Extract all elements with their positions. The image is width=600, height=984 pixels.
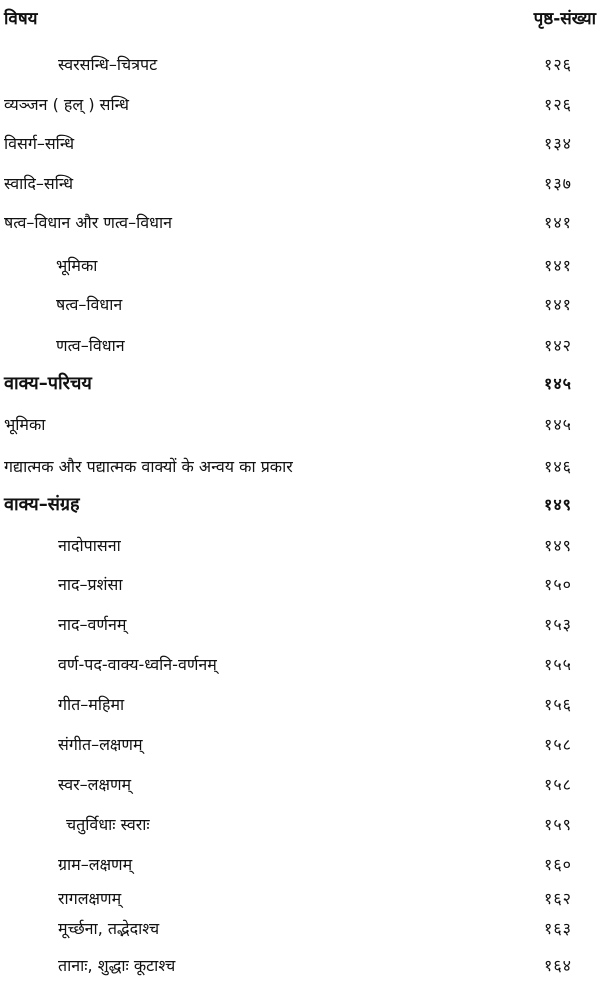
toc-entry: [0, 884, 600, 914]
entry-title: तानाः, शुद्धाः कूटाश्च: [58, 956, 176, 975]
entry-title: नाद–प्रशंसा: [58, 575, 123, 594]
toc-entry: [0, 531, 600, 561]
toc-entry: [0, 169, 600, 199]
entry-page-number: १४२: [544, 336, 572, 355]
toc-entry: [0, 914, 600, 944]
entry-page-number: १६४: [544, 956, 572, 975]
entry-title: षत्व–विधान और णत्व–विधान: [4, 213, 172, 232]
toc-header: [0, 4, 600, 34]
entry-page-number: १५०: [544, 575, 572, 594]
section-title: वाक्य–संग्रह: [4, 494, 80, 515]
entry-page-number: १५३: [544, 615, 572, 634]
entry-page-number: १४५: [544, 415, 572, 434]
entry-page-number: १४६: [544, 457, 572, 476]
entry-title: भूमिका: [4, 415, 46, 434]
entry-title: ग्राम–लक्षणम्: [58, 855, 133, 874]
entry-title: नाद–वर्णनम्: [58, 615, 127, 634]
entry-page-number: १२६: [544, 95, 572, 114]
toc-entry: [0, 410, 600, 440]
entry-title: भूमिका: [56, 256, 98, 275]
section-title: वाक्य–परिचय: [4, 373, 92, 394]
page-number-column-heading: पृष्ठ-संख्या: [533, 9, 596, 29]
entry-page-number: १४९: [544, 536, 572, 555]
entry-title: वर्ण-पद-वाक्य-ध्वनि-वर्णनम्: [58, 655, 217, 674]
toc-entry: [0, 251, 600, 281]
toc-entry: [0, 452, 600, 482]
toc-entry: [0, 770, 600, 800]
toc-entry: [0, 951, 600, 981]
entry-page-number: १५८: [544, 775, 572, 794]
entry-title: नादोपासना: [58, 536, 121, 555]
toc-entry: [0, 850, 600, 880]
entry-title: व्यञ्जन ( हल् ) सन्धि: [4, 95, 129, 114]
entry-page-number: १५८: [544, 735, 572, 754]
entry-title: चतुर्विधाः स्वराः: [66, 815, 150, 834]
entry-page-number: १५५: [544, 655, 572, 674]
toc-entry: [0, 331, 600, 361]
toc-entry: [0, 290, 600, 320]
toc-section-entry: [0, 490, 600, 520]
entry-page-number: १५९: [544, 815, 572, 834]
toc-entry: [0, 129, 600, 159]
toc-entry: [0, 570, 600, 600]
toc-entry: [0, 810, 600, 840]
entry-page-number: १४१: [544, 213, 572, 232]
entry-page-number: १६०: [544, 855, 572, 874]
toc-entry: [0, 50, 600, 80]
entry-page-number: १४५: [544, 374, 572, 393]
entry-title: रागलक्षणम्: [58, 889, 122, 908]
entry-title: स्वादि–सन्धि: [4, 174, 74, 193]
toc-entry: [0, 730, 600, 760]
toc-entry: [0, 650, 600, 680]
entry-title: गद्यात्मक और पद्यात्मक वाक्यों के अन्वय का प्रकार: [4, 457, 293, 476]
entry-page-number: १६३: [544, 919, 572, 938]
entry-page-number: १६२: [544, 889, 572, 908]
entry-title: णत्व–विधान: [56, 336, 125, 355]
toc-section-entry: [0, 369, 600, 399]
entry-title: षत्व–विधान: [56, 295, 123, 314]
toc-entry: [0, 610, 600, 640]
entry-page-number: १४९: [544, 495, 572, 514]
toc-entry: [0, 690, 600, 720]
entry-title: गीत–महिमा: [58, 695, 125, 714]
entry-page-number: १४१: [544, 256, 572, 275]
entry-page-number: १५६: [544, 695, 572, 714]
entry-title: स्वर–लक्षणम्: [58, 775, 132, 794]
entry-page-number: १४१: [544, 295, 572, 314]
entry-title: संगीत–लक्षणम्: [58, 735, 143, 754]
entry-page-number: १२६: [544, 55, 572, 74]
entry-title: मूर्च्छना, तद्भेदाश्च: [58, 919, 160, 938]
entry-page-number: १३७: [544, 174, 572, 193]
entry-title: स्वरसन्धि–चित्रपट: [58, 55, 158, 74]
entry-page-number: १३४: [544, 134, 572, 153]
subject-column-heading: विषय: [4, 9, 38, 29]
toc-entry: [0, 208, 600, 238]
entry-title: विसर्ग–सन्धि: [4, 134, 75, 153]
toc-entry: [0, 90, 600, 120]
